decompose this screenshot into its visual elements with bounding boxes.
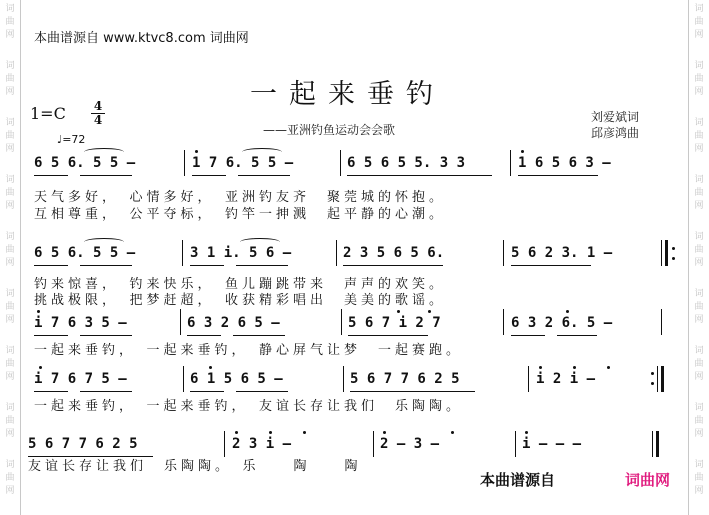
note-underline <box>236 391 288 392</box>
side-watermark-char: 网 <box>694 429 704 439</box>
side-watermark-char: 曲 <box>694 74 704 84</box>
note-underline <box>511 265 591 266</box>
side-watermark-char: 网 <box>694 201 704 211</box>
side-watermark-char: 曲 <box>694 17 704 27</box>
side-watermark-char: 网 <box>5 315 15 325</box>
octave-dot <box>428 310 431 313</box>
side-watermark-char: 网 <box>5 87 15 97</box>
octave-dot <box>269 431 272 434</box>
note-underline <box>233 335 285 336</box>
barline <box>528 366 529 392</box>
song-title: 一起来垂钓 <box>250 79 445 110</box>
side-watermark-char: 网 <box>694 315 704 325</box>
note-underline <box>80 265 132 266</box>
side-watermark-char: 曲 <box>694 188 704 198</box>
side-watermark-char: 网 <box>5 144 15 154</box>
time-signature <box>91 101 105 126</box>
note-underline <box>34 265 68 266</box>
octave-dot <box>195 150 198 153</box>
side-watermark-char: 网 <box>5 201 15 211</box>
final-barline-thick <box>656 431 659 457</box>
barline <box>183 366 184 392</box>
side-watermark-char: 网 <box>694 486 704 496</box>
lyric-line: 挑战极限， 把梦赶超， 收获精彩唱出 美美的歌谣。 <box>34 293 447 308</box>
side-watermark-char: 曲 <box>694 359 704 369</box>
lyric-line: 一起来垂钓， 一起来垂钓， 友谊长存让我们 乐陶陶。 <box>34 399 464 414</box>
composer-credit: 邱彦鸿曲 <box>591 126 640 140</box>
side-watermark-char: 网 <box>5 30 15 40</box>
watermark-site-name: 词曲网 <box>625 471 671 489</box>
barline <box>184 150 185 176</box>
slur <box>240 238 280 246</box>
measure-notes: 1 6 5 6 3 – <box>518 155 611 171</box>
measure-notes: 5 6 7 7 6 2 5 <box>350 371 460 387</box>
measure-notes: 1 7 6. 5 5 – <box>192 155 294 171</box>
measure-notes: i 7 6 3 5 – <box>34 315 127 331</box>
measure-notes: 6 1 5 6 5 – <box>190 371 283 387</box>
side-watermark-char: 词 <box>694 232 704 242</box>
side-watermark-char: 曲 <box>5 17 15 27</box>
side-watermark-char: 词 <box>5 403 15 413</box>
octave-dot <box>397 310 400 313</box>
measure-notes: 6 3 2 6 5 – <box>187 315 280 331</box>
side-watermark-char: 词 <box>5 289 15 299</box>
side-watermark-char: 网 <box>694 30 704 40</box>
measure-notes: i 7 6 7 5 – <box>34 371 127 387</box>
side-watermark-char: 网 <box>694 372 704 382</box>
slur <box>84 238 124 246</box>
octave-dot <box>525 431 528 434</box>
side-watermark-char: 网 <box>5 486 15 496</box>
barline <box>515 431 516 457</box>
final-barline-thin <box>652 431 653 457</box>
octave-dot <box>235 431 238 434</box>
slur <box>242 148 282 156</box>
side-watermark-char: 词 <box>694 4 704 14</box>
barline <box>343 366 344 392</box>
side-watermark-char: 曲 <box>5 131 15 141</box>
octave-dot <box>566 310 569 313</box>
side-watermark-char: 网 <box>5 258 15 268</box>
octave-dot <box>573 366 576 369</box>
repeat-barline-thick <box>661 366 664 392</box>
note-underline <box>34 335 68 336</box>
measure-notes: 5 6 7 7 6 2 5 <box>28 436 138 452</box>
barline <box>503 309 504 335</box>
side-watermark-char: 曲 <box>694 416 704 426</box>
note-underline <box>348 335 428 336</box>
tempo-marking: ♩=72 <box>57 133 86 146</box>
repeat-dot <box>651 372 654 375</box>
note-underline <box>343 265 443 266</box>
song-subtitle: ——亚洲钓鱼运动会会歌 <box>263 123 396 137</box>
octave-dot <box>607 366 610 369</box>
measure-notes: 6 5 6. 5 5 – <box>34 155 136 171</box>
octave-dot <box>521 150 524 153</box>
side-watermark-char: 曲 <box>5 245 15 255</box>
note-underline <box>80 175 132 176</box>
left-watermark-strip <box>0 0 21 515</box>
note-underline <box>190 391 224 392</box>
side-watermark-char: 词 <box>694 403 704 413</box>
octave-dot <box>37 310 40 313</box>
note-underline <box>557 335 597 336</box>
lyric-line: 友谊长存让我们 乐陶陶。 乐 陶 陶 <box>28 459 362 474</box>
side-watermark-char: 曲 <box>5 302 15 312</box>
measure-notes: 6 3 2 6. 5 – <box>511 315 613 331</box>
side-watermark-char: 曲 <box>694 473 704 483</box>
note-underline <box>192 175 226 176</box>
side-watermark-char: 曲 <box>694 245 704 255</box>
watermark-source-text: 本曲谱源自 <box>480 471 556 489</box>
side-watermark-char: 曲 <box>694 302 704 312</box>
side-watermark-char: 词 <box>5 460 15 470</box>
side-watermark-char: 词 <box>5 61 15 71</box>
measure-notes: 2 3 i – <box>232 436 292 452</box>
time-signature-bottom: 4 <box>93 113 103 127</box>
note-underline <box>238 175 290 176</box>
measure-notes: 3 1 i. 5 6 – <box>190 245 292 261</box>
octave-dot <box>209 366 212 369</box>
side-watermark-char: 网 <box>694 87 704 97</box>
barline <box>224 431 225 457</box>
note-underline <box>236 265 288 266</box>
right-watermark-strip <box>688 0 709 515</box>
side-watermark-char: 曲 <box>5 416 15 426</box>
side-watermark-char: 曲 <box>5 188 15 198</box>
note-underline <box>80 391 132 392</box>
side-watermark-char: 网 <box>5 429 15 439</box>
side-watermark-char: 曲 <box>5 74 15 84</box>
note-underline <box>187 335 221 336</box>
side-watermark-char: 网 <box>694 144 704 154</box>
repeat-dot <box>672 257 675 260</box>
measure-notes: 6 5 6 5 5. 3 3 <box>347 155 466 171</box>
side-watermark-char: 词 <box>694 118 704 128</box>
barline <box>510 150 511 176</box>
side-watermark-char: 曲 <box>5 473 15 483</box>
side-watermark-char: 词 <box>694 289 704 299</box>
barline <box>340 150 341 176</box>
lyric-line: 互相尊重， 公平夺标， 钓竿一抻溅 起平静的心潮。 <box>34 207 447 222</box>
measure-notes: i – – – <box>522 436 582 452</box>
side-watermark-char: 曲 <box>694 131 704 141</box>
time-signature-top: 4 <box>93 99 103 113</box>
repeat-dot <box>672 247 675 250</box>
note-underline <box>350 391 475 392</box>
lyric-line: 一起来垂钓， 一起来垂钓， 静心屏气让梦 一起赛跑。 <box>34 343 464 358</box>
note-underline <box>34 175 68 176</box>
repeat-dot <box>651 382 654 385</box>
slur <box>84 148 124 156</box>
measure-notes: i 2 i – <box>536 371 596 387</box>
barline <box>341 309 342 335</box>
octave-dot <box>451 431 454 434</box>
barline <box>373 431 374 457</box>
barline <box>336 240 337 266</box>
measure-notes: 2 – 3 – <box>380 436 440 452</box>
note-underline <box>347 175 492 176</box>
lyricist-credit: 刘爱斌词 <box>591 110 640 124</box>
side-watermark-char: 词 <box>694 61 704 71</box>
lyric-line: 天气多好， 心情多好， 亚洲钓友齐 聚莞城的怀抱。 <box>34 190 447 205</box>
note-underline <box>34 391 68 392</box>
repeat-barline-thin <box>657 366 658 392</box>
measure-notes: 5 6 2 3. 1 – <box>511 245 613 261</box>
octave-dot <box>39 366 42 369</box>
side-watermark-char: 网 <box>5 372 15 382</box>
lyric-line: 钓来惊喜， 钓来快乐， 鱼儿蹦跳带来 声声的欢笑。 <box>34 277 447 292</box>
side-watermark-char: 词 <box>694 175 704 185</box>
repeat-barline-thin <box>661 240 662 266</box>
measure-notes: 5 6 7 i 2 7 <box>348 315 441 331</box>
side-watermark-char: 词 <box>5 4 15 14</box>
side-watermark-char: 词 <box>5 346 15 356</box>
note-underline <box>518 175 598 176</box>
barline <box>661 309 662 335</box>
note-underline <box>511 335 545 336</box>
repeat-barline-thick <box>665 240 668 266</box>
barline <box>180 309 181 335</box>
key-signature: 1=C <box>30 104 66 123</box>
octave-dot <box>383 431 386 434</box>
measure-notes: 2 3 5 6 5 6. <box>343 245 445 261</box>
side-watermark-char: 网 <box>694 258 704 268</box>
note-underline <box>190 265 224 266</box>
note-underline <box>80 335 132 336</box>
source-header: 本曲谱源自 www.ktvc8.com 词曲网 <box>34 31 249 46</box>
barline <box>503 240 504 266</box>
octave-dot <box>303 431 306 434</box>
barline <box>182 240 183 266</box>
side-watermark-char: 词 <box>5 118 15 128</box>
octave-dot <box>539 366 542 369</box>
side-watermark-char: 词 <box>5 175 15 185</box>
side-watermark-char: 词 <box>5 232 15 242</box>
measure-notes: 6 5 6. 5 5 – <box>34 245 136 261</box>
side-watermark-char: 曲 <box>5 359 15 369</box>
side-watermark-char: 词 <box>694 346 704 356</box>
side-watermark-char: 词 <box>694 460 704 470</box>
